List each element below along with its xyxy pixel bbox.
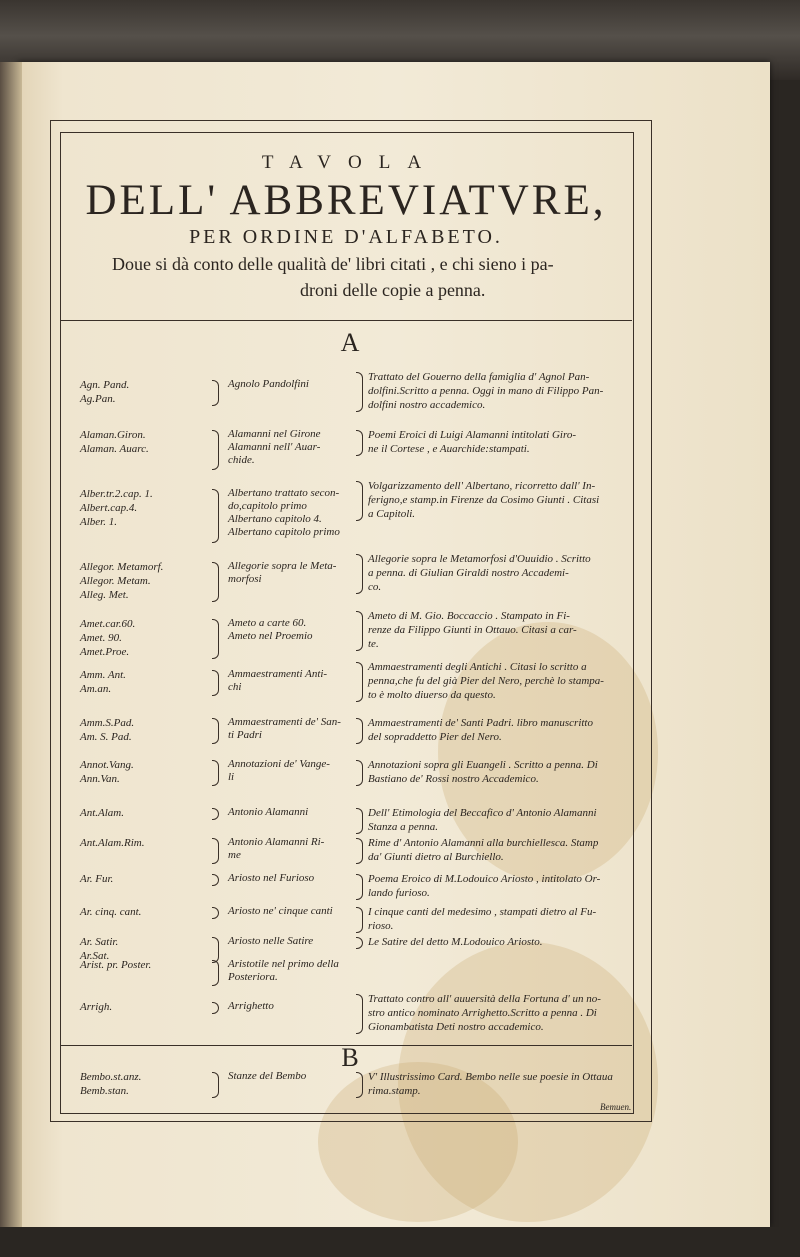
source-description-line: co. <box>368 581 382 593</box>
reference-name <box>228 560 363 586</box>
abbreviation-line: Ar. cinq. cant. <box>80 906 142 918</box>
abbreviation-line: Am.an. <box>80 683 112 695</box>
source-description-line: Rime d' Antonio Alamanni alla burchiellesca. Stamp <box>368 837 599 849</box>
source-description <box>368 552 643 594</box>
reference-name-line: Alamanni nel Girone <box>228 428 321 440</box>
reference-name <box>228 806 363 819</box>
source-description-line: ne il Cortese , e Auarchide:stampati. <box>368 443 530 455</box>
brace <box>356 372 363 412</box>
reference-name-line: Aristotile nel primo della <box>228 958 339 970</box>
source-description-line: rima.stamp. <box>368 1085 421 1097</box>
reference-name-line: Annotazioni de' Vange- <box>228 758 330 770</box>
source-description-line: Stanza a penna. <box>368 821 438 833</box>
reference-name <box>228 958 363 984</box>
abbreviation-line: Am. S. Pad. <box>80 731 132 743</box>
reference-name-line: Antonio Alamanni Ri- <box>228 836 325 848</box>
brace <box>212 1072 219 1098</box>
reference-name-line: chi <box>228 681 242 693</box>
section-letter-b: B <box>341 1043 359 1072</box>
reference-name-line: Stanze del Bembo <box>228 1070 307 1082</box>
source-description-line: V' Illustrissimo Card. Bembo nelle sue poesie in Ottaua <box>368 1071 613 1083</box>
abbreviation-line: Ar.Sat. <box>80 950 110 962</box>
abbreviation <box>80 905 210 919</box>
source-description-line: Gionambatista Deti nostro accademico. <box>368 1021 544 1033</box>
reference-name-line: Albertano capitolo 4. <box>228 513 322 525</box>
abbreviation <box>80 716 210 744</box>
background <box>0 1227 800 1257</box>
abbreviation-line: Annot.Vang. <box>80 759 134 771</box>
reference-name <box>228 617 363 643</box>
reference-name <box>228 716 363 742</box>
abbreviation-line: Arist. pr. Poster. <box>80 959 152 971</box>
source-description <box>368 609 643 651</box>
abbreviation <box>80 428 210 456</box>
brace <box>212 838 219 864</box>
abbreviation-line: Ant.Alam. <box>80 807 124 819</box>
source-description-line: Trattato contro all' auuersità della Fortuna d' un no- <box>368 993 601 1005</box>
brace <box>356 1072 363 1098</box>
source-description <box>368 872 643 900</box>
source-description-line: I cinque canti del medesimo , stampati dietro al Fu- <box>368 906 597 918</box>
brace <box>356 808 363 834</box>
source-description-line: rioso. <box>368 920 394 932</box>
abbreviation-line: Allegor. Metam. <box>80 575 151 587</box>
source-description-line: Poemi Eroici di Luigi Alamanni intitolati Giro- <box>368 429 576 441</box>
abbreviation-line: Alber. 1. <box>80 516 117 528</box>
abbreviation <box>80 836 210 850</box>
abbreviation <box>80 378 210 406</box>
brace <box>212 670 219 696</box>
reference-name <box>228 836 363 862</box>
page-title: DELL' ABBREVIATVRE, <box>85 177 607 224</box>
reference-name <box>228 668 363 694</box>
abbreviation-line: Alleg. Met. <box>80 589 129 601</box>
brace <box>356 718 363 744</box>
brace <box>356 907 363 933</box>
abbreviation-line: Ann.Van. <box>80 773 120 785</box>
source-description-line: Ammaestramenti degli Antichi . Citasi lo scritto a <box>368 661 587 673</box>
abbreviation-line: Alaman.Giron. <box>80 429 146 441</box>
abbreviation-line: Amet.car.60. <box>80 618 136 630</box>
abbreviation <box>80 806 210 820</box>
catchword: Bemuen. <box>600 1102 632 1112</box>
reference-name <box>228 905 363 918</box>
abbreviation-line: Ag.Pan. <box>80 393 116 405</box>
reference-name-line: Ameto nel Proemio <box>228 630 313 642</box>
source-description <box>368 905 643 933</box>
source-description-line: Allegorie sopra le Metamorfosi d'Ouuidio . Scritto <box>368 553 591 565</box>
reference-name-line: Allegorie sopra le Meta- <box>228 560 337 572</box>
source-description-line: penna,che fu del già Pier del Nero, perchè lo stampa- <box>368 675 604 687</box>
header-rule <box>60 320 632 321</box>
abbreviation <box>80 958 210 972</box>
reference-name <box>228 758 363 784</box>
abbreviation-line: Amet. 90. <box>80 632 122 644</box>
abbreviation-line: Bembo.st.anz. <box>80 1071 142 1083</box>
source-description-line: renze da Filippo Giunti in Ottauo. Citasi a car- <box>368 624 577 636</box>
brace <box>356 611 363 651</box>
source-description <box>368 1070 643 1098</box>
brace <box>212 430 219 470</box>
reference-name-line: ti Padri <box>228 729 262 741</box>
reference-name-line: Alamanni nell' Auar- <box>228 441 321 453</box>
source-description-line: Ammaestramenti de' Santi Padri. libro manuscritto <box>368 717 593 729</box>
book-spine <box>0 62 22 1227</box>
reference-name <box>228 428 363 467</box>
source-description <box>368 836 643 864</box>
source-description <box>368 992 643 1034</box>
reference-name <box>228 378 363 391</box>
reference-name-line: li <box>228 771 235 783</box>
source-description-line: Ameto di M. Gio. Boccaccio . Stampato in Fi- <box>368 610 570 622</box>
brace <box>356 554 363 594</box>
abbreviation <box>80 1070 210 1098</box>
source-description-line: a penna. di Giulian Giraldi nostro Accademi- <box>368 567 569 579</box>
reference-name-line: Posteriora. <box>228 971 278 983</box>
source-description-line: Dell' Etimologia del Beccafico d' Antonio Alamanni <box>368 807 597 819</box>
reference-name-line: Ameto a carte 60. <box>228 617 307 629</box>
brace <box>356 760 363 786</box>
brace <box>356 994 363 1034</box>
source-description <box>368 660 643 702</box>
source-description-line: to è molto diuerso da questo. <box>368 689 496 701</box>
abbreviation-line: Ant.Alam.Rim. <box>80 837 145 849</box>
reference-name-line: chide. <box>228 454 255 466</box>
source-description-line: ferigno,e stamp.in Firenze da Cosimo Giunti . Citasi <box>368 494 600 506</box>
reference-name-line: do,capitolo primo <box>228 500 307 512</box>
brace <box>356 838 363 864</box>
source-description-line: stro antico nominato Arrighetto.Scritto a penna . Di <box>368 1007 597 1019</box>
source-description <box>368 935 643 949</box>
abbreviation <box>80 668 210 696</box>
brace <box>212 619 219 659</box>
reference-name <box>228 487 363 539</box>
source-description <box>368 716 643 744</box>
source-description-line: Poema Eroico di M.Lodouico Ariosto , intitolato Or- <box>368 873 601 885</box>
reference-name-line: Ariosto nelle Satire <box>228 935 314 947</box>
source-description-line: te. <box>368 638 379 650</box>
source-description-line: lando furioso. <box>368 887 430 899</box>
brace <box>356 481 363 521</box>
reference-name-line: Antonio Alamanni <box>228 806 309 818</box>
source-description-line: Bastiano de' Rossi nostro Accademico. <box>368 773 539 785</box>
abbreviation <box>80 617 210 659</box>
reference-name-line: Albertano capitolo primo <box>228 526 340 538</box>
reference-name-line: Ariosto ne' cinque canti <box>228 905 333 917</box>
abbreviation-line: Albert.cap.4. <box>80 502 138 514</box>
reference-name-line: Arrighetto <box>228 1000 274 1012</box>
abbreviation <box>80 758 210 786</box>
abbreviation-line: Amm.S.Pad. <box>80 717 135 729</box>
brace <box>212 380 219 406</box>
abbreviation <box>80 1000 210 1014</box>
abbreviation-line: Bemb.stan. <box>80 1085 129 1097</box>
header-description-line-2: droni delle copie a penna. <box>300 280 486 300</box>
source-description-line: Volgarizzamento dell' Albertano, ricorretto dall' In- <box>368 480 596 492</box>
abbreviation <box>80 487 210 529</box>
reference-name-line: Ariosto nel Furioso <box>228 872 315 884</box>
source-description-line: dolfini.Scritto a penna. Oggi in mano di Filippo Pan- <box>368 385 604 397</box>
header-description-line-1: Doue si dà conto delle qualità de' libri citati , e chi sieno i pa- <box>112 254 554 274</box>
reference-name-line: Ammaestramenti de' San- <box>228 716 341 728</box>
reference-name <box>228 935 363 948</box>
source-description-line: Trattato del Gouerno della famiglia d' Agnol Pan- <box>368 371 590 383</box>
abbreviation-line: Amet.Proe. <box>80 646 130 658</box>
brace <box>212 489 219 543</box>
source-description-line: Le Satire del detto M.Lodouico Ariosto. <box>368 936 543 948</box>
page-subtitle: PER ORDINE D'ALFABETO. <box>189 226 503 248</box>
abbreviation-line: Ar. Satir. <box>80 936 119 948</box>
abbreviation <box>80 872 210 886</box>
abbreviation-line: Alber.tr.2.cap. 1. <box>80 488 153 500</box>
reference-name-line: me <box>228 849 241 861</box>
reference-name <box>228 1070 363 1083</box>
abbreviation-line: Arrigh. <box>80 1001 113 1013</box>
source-description-line: da' Giunti dietro al Burchiello. <box>368 851 504 863</box>
reference-name <box>228 872 363 885</box>
source-description-line: del sopraddetto Pier del Nero. <box>368 731 502 743</box>
brace <box>212 960 219 986</box>
source-description <box>368 370 643 412</box>
reference-name-line: Agnolo Pandolfini <box>228 378 309 390</box>
source-description-line: Annotazioni sopra gli Euangeli . Scritto a penna. Di <box>368 759 598 771</box>
reference-name <box>228 1000 363 1013</box>
brace <box>212 718 219 744</box>
brace <box>356 662 363 702</box>
source-description-line: dolfini nostro accademico. <box>368 399 486 411</box>
abbreviation-line: Amm. Ant. <box>80 669 126 681</box>
abbreviation <box>80 560 210 602</box>
abbreviation-line: Agn. Pand. <box>80 379 130 391</box>
source-description <box>368 758 643 786</box>
abbreviation-line: Alaman. Auarc. <box>80 443 149 455</box>
source-description-line: a Capitoli. <box>368 508 416 520</box>
section-letter-a: A <box>340 328 360 357</box>
reference-name-line: morfosi <box>228 573 262 585</box>
source-description <box>368 428 643 456</box>
abbreviation-line: Ar. Fur. <box>80 873 114 885</box>
brace <box>212 760 219 786</box>
brace <box>212 562 219 602</box>
abbreviation-line: Allegor. Metamorf. <box>80 561 164 573</box>
brace <box>356 874 363 900</box>
source-description <box>368 479 643 521</box>
reference-name-line: Albertano trattato secon- <box>228 487 340 499</box>
reference-name-line: Ammaestramenti Anti- <box>228 668 328 680</box>
heading-tavola: TAVOLA <box>261 152 439 173</box>
source-description <box>368 806 643 834</box>
brace <box>356 430 363 456</box>
